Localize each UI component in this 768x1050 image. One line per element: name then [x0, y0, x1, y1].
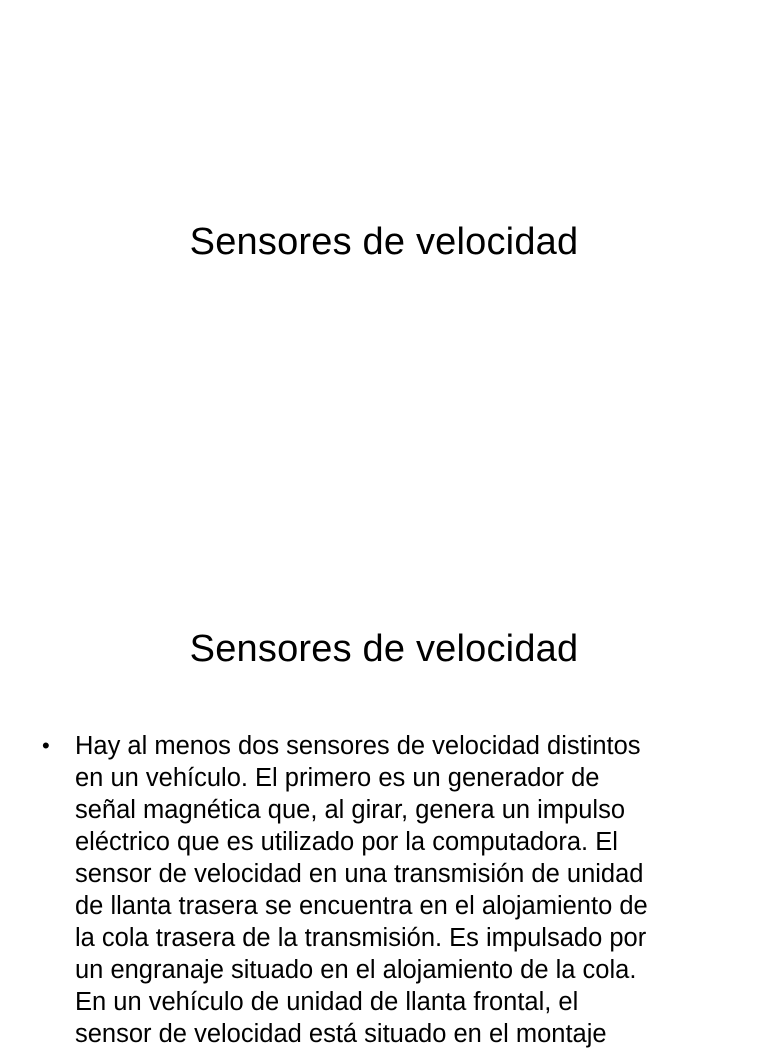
bullet-text-line: En un vehículo de unidad de llanta frontal, el: [75, 988, 579, 1016]
bullet-text-line: señal magnética que, al girar, genera un impulso: [75, 796, 626, 824]
bullet-list: [42, 730, 748, 1050]
bullet-item: [42, 730, 748, 1050]
bullet-text-line: sensor de velocidad en una transmisión de unidad: [75, 860, 644, 888]
bullet-text-line: de llanta trasera se encuentra en el alojamiento de: [75, 892, 648, 920]
slide-content: [0, 576, 768, 1048]
slide-title-heading: Sensores de velocidad: [189, 221, 579, 263]
bullet-text-line: la cola trasera de la transmisión. Es impulsado por: [75, 924, 647, 952]
bullet-text-line: eléctrico que es utilizado por la computadora. El: [75, 828, 618, 856]
bullet-text-line: un engranaje situado en el alojamiento de la cola.: [75, 956, 637, 984]
bullet-text-line: en un vehículo. El primero es un generador de: [75, 764, 600, 792]
bullet-text-line: sensor de velocidad está situado en el montaje: [75, 1020, 607, 1048]
slide-content-heading: Sensores de velocidad: [189, 628, 579, 670]
bullet-icon: •: [42, 733, 50, 758]
bullet-text-line: Hay al menos dos sensores de velocidad distintos: [75, 732, 641, 760]
